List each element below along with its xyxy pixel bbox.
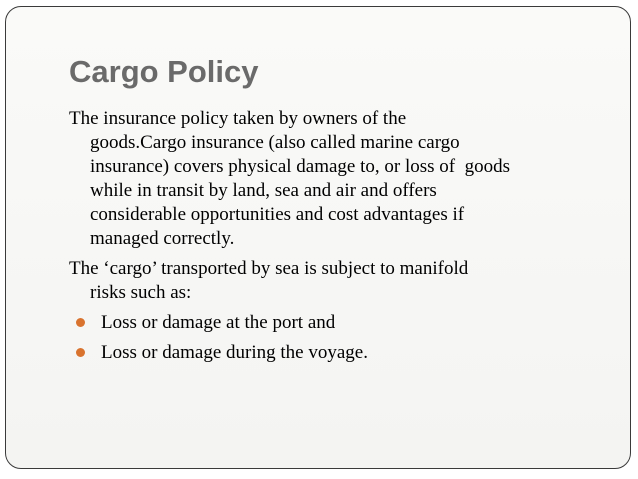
paragraph-line: The ‘cargo’ transported by sea is subject to manifold — [69, 258, 469, 279]
bullet-dot-icon — [76, 348, 85, 357]
paragraph-line: The insurance policy taken by owners of the — [69, 108, 407, 129]
slide-body — [69, 107, 614, 371]
slide-title: Cargo Policy — [69, 54, 259, 89]
paragraph-risks — [69, 257, 614, 305]
paragraph-line: while in transit by land, sea and air and offers — [90, 180, 437, 201]
paragraph-line: goods.Cargo insurance (also called marine cargo — [90, 132, 460, 153]
bullet-label: Loss or damage during the voyage. — [101, 342, 368, 363]
paragraph-line: insurance) covers physical damage to, or loss of goods — [90, 156, 511, 177]
paragraph-line: considerable opportunities and cost advantages if — [90, 204, 465, 225]
bullet-label: Loss or damage at the port and — [101, 312, 336, 333]
paragraph-intro — [69, 107, 614, 251]
bullet-item-port — [0, 311, 614, 335]
bullet-dot-icon — [76, 318, 85, 327]
bullet-item-voyage — [0, 341, 614, 365]
paragraph-line: managed correctly. — [90, 228, 235, 249]
risk-bullet-list — [69, 311, 614, 365]
paragraph-line: risks such as: — [90, 282, 192, 303]
